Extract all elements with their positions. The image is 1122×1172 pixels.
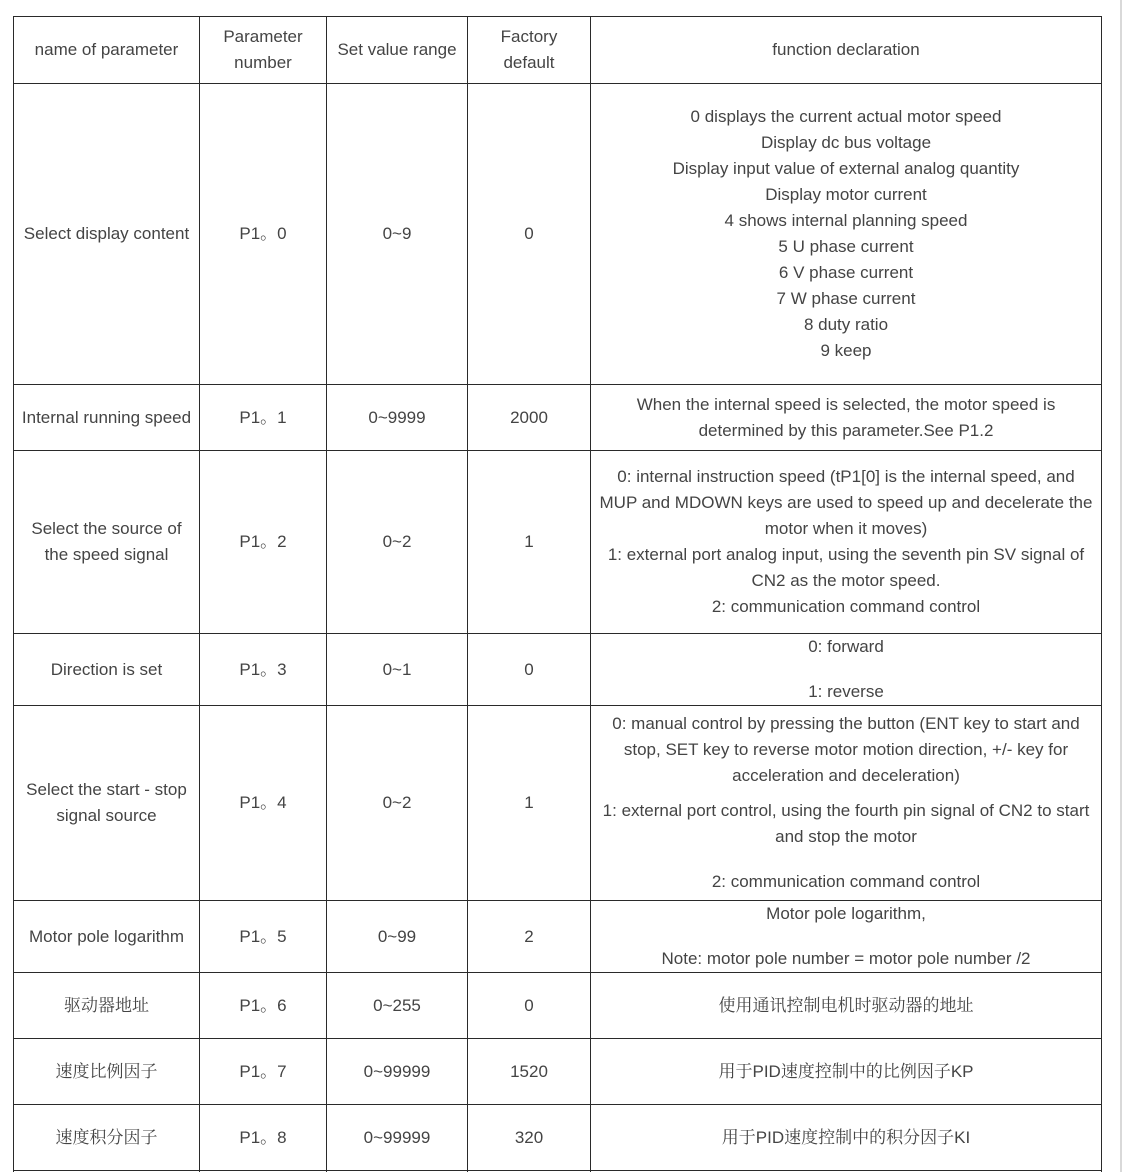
function-line: 0: internal instruction speed (tP1[0] is the internal speed, and MUP and MDOWN keys are used to speed up and decelerate the motor when it moves) <box>599 467 1093 538</box>
header-set-value-range: Set value range <box>327 17 468 84</box>
function-line: Display input value of external analog quantity <box>672 159 1020 178</box>
cell-parameter-name: 驱动器地址 <box>14 973 200 1039</box>
cell-parameter-number: P1。0 <box>200 84 327 385</box>
function-line: 用于PID速度控制中的比例因子KP <box>718 1061 974 1081</box>
function-line: 使用通讯控制电机时驱动器的地址 <box>718 995 974 1015</box>
cell-parameter-number: P1。2 <box>200 451 327 634</box>
function-line: Display motor current <box>765 185 927 204</box>
cell-parameter-name: Select the source of the speed signal <box>14 451 200 634</box>
table-row <box>14 385 1102 451</box>
header-parameter-number: Parameter number <box>200 17 327 84</box>
table-row <box>14 973 1102 1039</box>
table-header-row <box>14 17 1102 84</box>
cell-parameter-number: P1。8 <box>200 1105 327 1171</box>
table-row <box>14 1105 1102 1171</box>
cell-value-range: 0~99 <box>327 901 468 973</box>
cell-value-range: 0~2 <box>327 451 468 634</box>
function-line: 0: forward <box>808 637 884 656</box>
cell-value-range: 0~255 <box>327 973 468 1039</box>
table-row <box>14 451 1102 634</box>
cell-parameter-name: Internal running speed <box>14 385 200 451</box>
function-line: 用于PID速度控制中的积分因子KI <box>721 1127 971 1147</box>
cell-factory-default: 320 <box>468 1105 591 1171</box>
function-line: 4 shows internal planning speed <box>724 211 968 230</box>
cell-factory-default: 1 <box>468 706 591 901</box>
function-line: 2: communication command control <box>711 597 981 616</box>
cell-function-declaration <box>591 1039 1102 1105</box>
cell-function-declaration <box>591 451 1102 634</box>
cell-function-declaration <box>591 385 1102 451</box>
header-factory-default: Factory default <box>468 17 591 84</box>
header-name-of-parameter: name of parameter <box>14 17 200 84</box>
cell-parameter-number: P1。1 <box>200 385 327 451</box>
cell-function-declaration <box>591 634 1102 706</box>
cell-factory-default: 1520 <box>468 1039 591 1105</box>
function-line: 5 U phase current <box>778 237 914 256</box>
cell-factory-default: 1 <box>468 451 591 634</box>
function-line: When the internal speed is selected, the motor speed is determined by this parameter.See P1.2 <box>636 394 1056 440</box>
cell-value-range: 0~9 <box>327 84 468 385</box>
table-row <box>14 901 1102 973</box>
cell-factory-default: 2000 <box>468 385 591 451</box>
cell-factory-default: 2 <box>468 901 591 973</box>
function-line: 0 displays the current actual motor speed <box>690 107 1002 126</box>
table-row <box>14 706 1102 901</box>
cell-factory-default: 0 <box>468 973 591 1039</box>
cell-function-declaration <box>591 901 1102 973</box>
function-line: Note: motor pole number = motor pole number /2 <box>661 949 1031 968</box>
header-function-declaration: function declaration <box>591 17 1102 84</box>
function-line: 6 V phase current <box>778 263 914 282</box>
cell-value-range: 0~1 <box>327 634 468 706</box>
function-line: 9 keep <box>820 341 872 360</box>
cell-parameter-number: P1。7 <box>200 1039 327 1105</box>
cell-parameter-name: Select display content <box>14 84 200 385</box>
cell-parameter-name: Select the start - stop signal source <box>14 706 200 901</box>
function-line: 1: external port control, using the fourth pin signal of CN2 to start and stop the motor <box>602 801 1090 846</box>
function-line: 7 W phase current <box>776 289 916 308</box>
function-line: Display dc bus voltage <box>760 133 932 152</box>
cell-parameter-name: Direction is set <box>14 634 200 706</box>
cell-parameter-name: 速度积分因子 <box>14 1105 200 1171</box>
cell-parameter-number: P1。4 <box>200 706 327 901</box>
cell-factory-default: 0 <box>468 84 591 385</box>
cell-parameter-number: P1。5 <box>200 901 327 973</box>
cell-value-range: 0~2 <box>327 706 468 901</box>
cell-function-declaration <box>591 973 1102 1039</box>
function-line: 8 duty ratio <box>803 315 889 334</box>
function-line: Motor pole logarithm, <box>766 904 926 923</box>
cell-factory-default: 0 <box>468 634 591 706</box>
cell-parameter-name: 速度比例因子 <box>14 1039 200 1105</box>
cell-parameter-name: Motor pole logarithm <box>14 901 200 973</box>
cell-function-declaration <box>591 84 1102 385</box>
function-line: 0: manual control by pressing the button (ENT key to start and stop, SET key to reverse motor motion direction, +/- key for acceleration and deceleration) <box>612 714 1080 785</box>
function-line: 1: reverse <box>808 682 884 701</box>
cell-function-declaration <box>591 706 1102 901</box>
table-row <box>14 84 1102 385</box>
parameter-table <box>13 16 1102 1172</box>
table-row <box>14 634 1102 706</box>
cell-parameter-number: P1。3 <box>200 634 327 706</box>
cell-value-range: 0~99999 <box>327 1039 468 1105</box>
cell-value-range: 0~99999 <box>327 1105 468 1171</box>
cell-value-range: 0~9999 <box>327 385 468 451</box>
function-line: 2: communication command control <box>711 872 981 891</box>
cell-function-declaration <box>591 1105 1102 1171</box>
function-line: 1: external port analog input, using the seventh pin SV signal of CN2 as the motor speed. <box>607 545 1085 590</box>
cell-parameter-number: P1。6 <box>200 973 327 1039</box>
table-row <box>14 1039 1102 1105</box>
